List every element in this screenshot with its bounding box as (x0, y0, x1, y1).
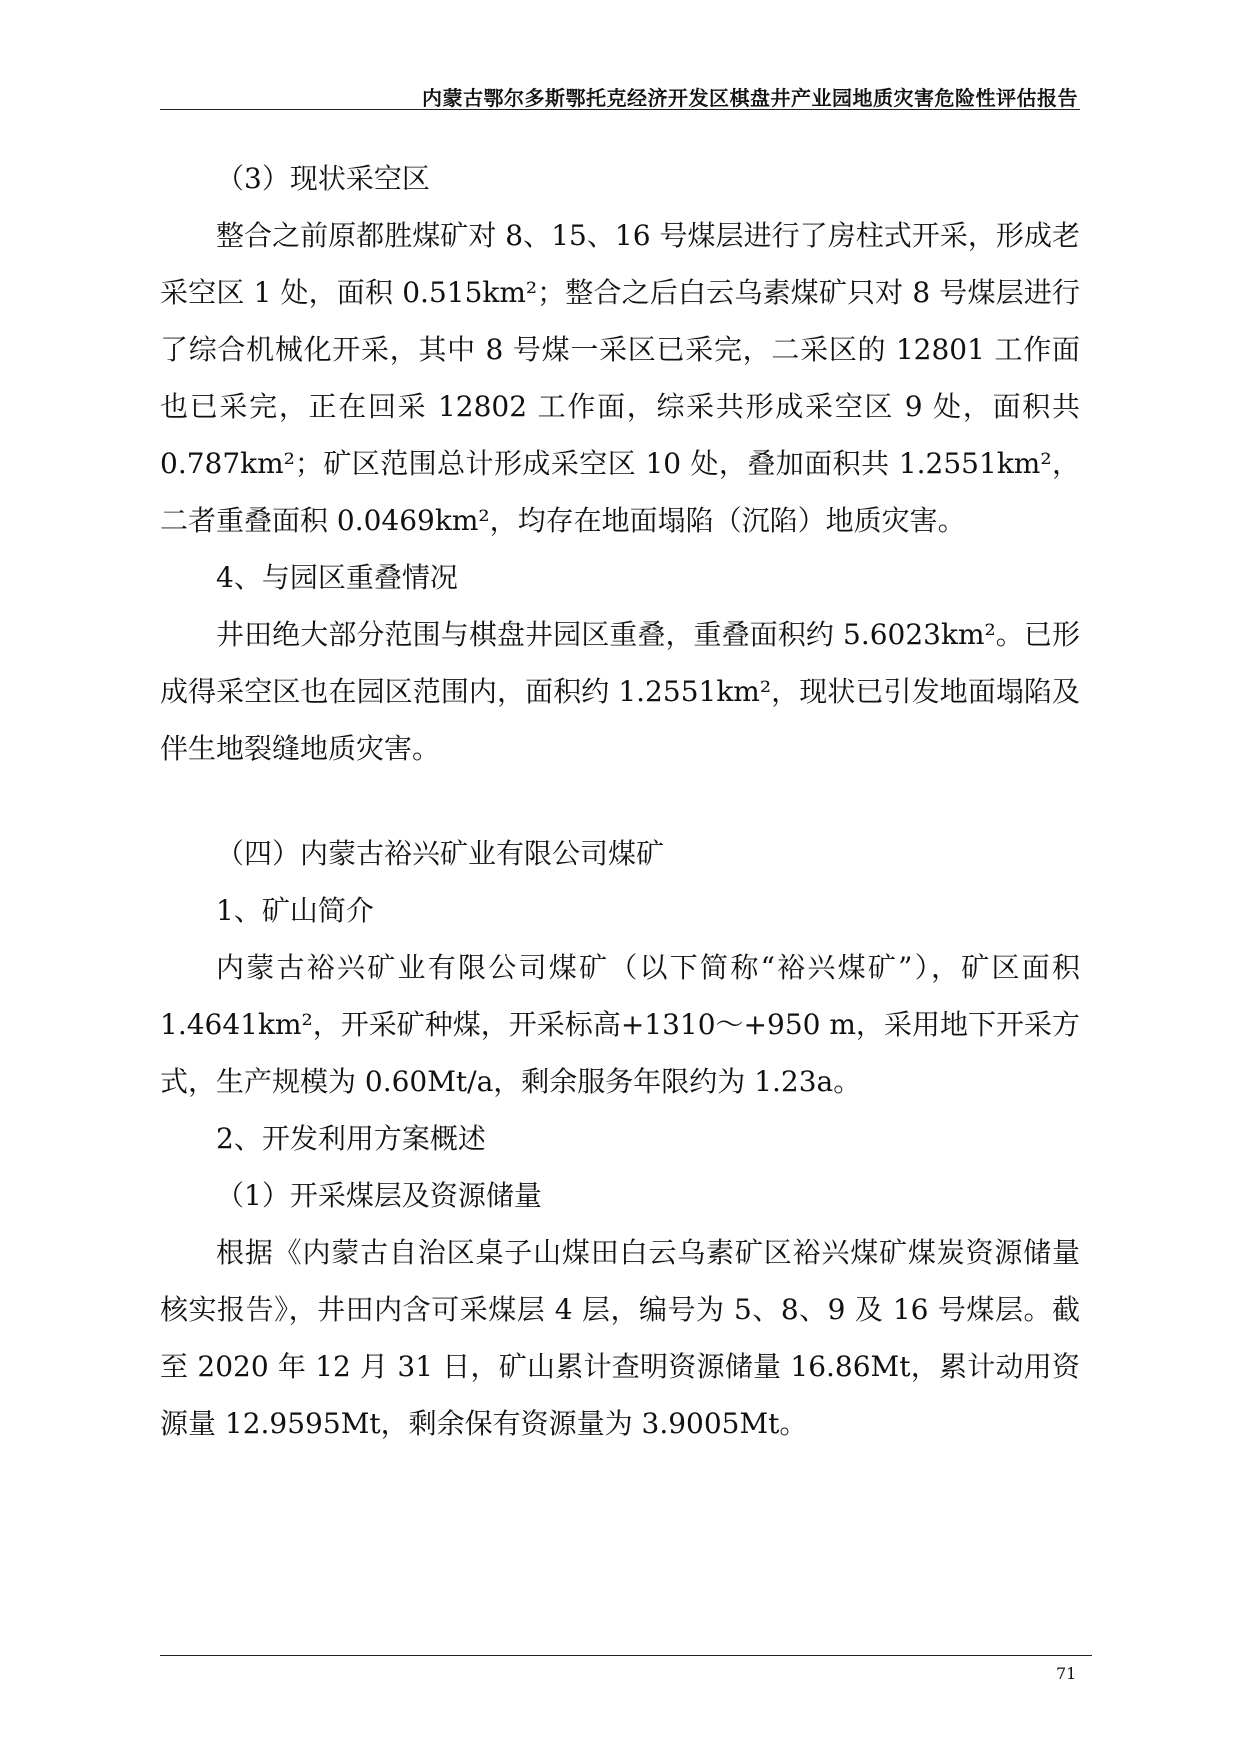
running-header-title: 内蒙古鄂尔多斯鄂托克经济开发区棋盘井产业园地质灾害危险性评估报告 (422, 86, 1078, 110)
paragraph-mine-intro: 内蒙古裕兴矿业有限公司煤矿（以下简称“裕兴煤矿”），矿区面积 1.4641km²，开采矿种煤，开采标高+1310～+950 m，采用地下开采方式，生产规模为 0.60Mt/a，剩余服务年限约为 1.23a。 (160, 951, 1080, 1098)
paragraph-seams-reserves: 根据《内蒙古自治区桌子山煤田白云乌素矿区裕兴煤矿煤炭资源储量核实报告》，井田内含可采煤层 4 层，编号为 5、8、9 及 16 号煤层。截至 2020 年 12 月 31 日，矿山累计查明资源储量 16.86Mt，累计动用资源量 12.9595Mt，剩余保有资源量为 3.9005Mt。 (160, 1236, 1080, 1440)
subheading-seams-reserves: （1）开采煤层及资源储量 (216, 1179, 542, 1212)
page-number: 71 (1056, 1664, 1077, 1683)
footer-rule (160, 1655, 1092, 1656)
section-spacer (160, 777, 1080, 825)
paragraph-park-overlap: 井田绝大部分范围与棋盘井园区重叠，重叠面积约 5.6023km²。已形成得采空区也在园区范围内，面积约 1.2551km²，现状已引发地面塌陷及伴生地裂缝地质灾害。 (160, 618, 1080, 765)
subheading-mine-intro: 1、矿山简介 (216, 894, 374, 927)
header-rule (160, 109, 1080, 110)
document-body (160, 150, 1080, 1452)
subheading-park-overlap: 4、与园区重叠情况 (216, 561, 458, 594)
section-heading-yuxing-mine: （四）内蒙古裕兴矿业有限公司煤矿 (216, 837, 665, 870)
subheading-current-goaf: （3）现状采空区 (216, 162, 430, 195)
paragraph-goaf-description: 整合之前原都胜煤矿对 8、15、16 号煤层进行了房柱式开采，形成老采空区 1 处，面积 0.515km²；整合之后白云乌素煤矿只对 8 号煤层进行了综合机械化开采，其中 8 号煤一采区已采完，二采区的 12801 工作面也已采完，正在回采 12802 工作面，综采共形成采空区 9 处，面积共 0.787km²；矿区范围总计形成采空区 10 处，叠加面积共 1.2551km²，二者重叠面积 0.0469km²，均存在地面塌陷（沉陷）地质灾害。 (160, 219, 1080, 537)
subheading-development-plan: 2、开发利用方案概述 (216, 1122, 486, 1155)
